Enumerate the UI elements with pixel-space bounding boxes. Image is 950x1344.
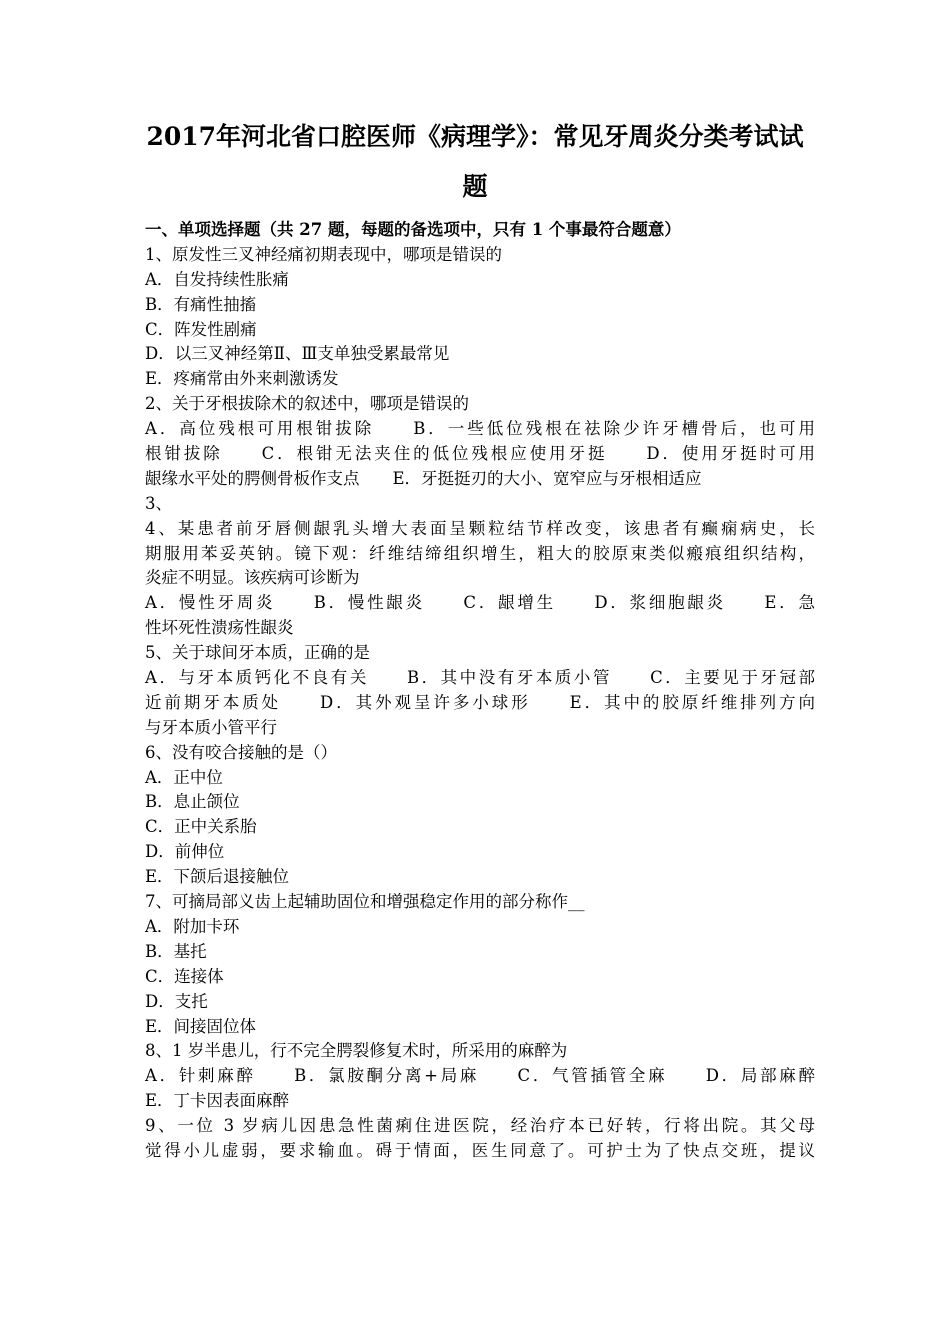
option-line: 龈缘水平处的腭侧骨板作支点 E．牙挺挺刃的大小、宽窄应与牙根相适应 [145,468,702,488]
option-line: 根钳拔除 C．根钳无法夹住的低位残根应使用牙挺 D．使用牙挺时可用 [145,444,815,464]
option-line: C．连接体 [145,966,224,986]
option-line: D．以三叉神经第Ⅱ、Ⅲ支单独受累最常见 [145,344,450,364]
question-3: 3、 [145,493,172,513]
question-7: 7、可摘局部义齿上起辅助固位和增强稳定作用的部分称作__ [145,892,585,912]
option-line: A．高位残根可用根钳拔除 B．一些低位残根在祛除少许牙槽骨后，也可用 [145,419,815,439]
question-8: 8、1 岁半患儿，行不完全腭裂修复术时，所采用的麻醉为 [145,1041,568,1061]
option-line: A．针刺麻醉 B．氯胺酮分离+局麻 C．气管插管全麻 D．局部麻醉 [145,1066,815,1086]
option-line: A．正中位 [145,767,223,787]
question-4-cont: 期服用苯妥英钠。镜下观：纤维结缔组织增生，粗大的胶原束类似瘢痕组织结构， [145,543,815,563]
option-line: A．与牙本质钙化不良有关 B．其中没有牙本质小管 C．主要见于牙冠部 [145,668,815,688]
option-line: B．息止颌位 [145,792,240,812]
question-9: 9、一位 3 岁病儿因患急性菌痢住进医院，经治疗本已好转，行将出院。其父母 [145,1116,815,1136]
document-body [145,218,815,1164]
option-line: D．前伸位 [145,842,225,862]
option-line: D．支托 [145,991,208,1011]
option-line: E．疼痛常由外来刺激诱发 [145,369,339,389]
question-4-cont: 炎症不明显。该疾病可诊断为 [145,568,360,588]
question-5: 5、关于球间牙本质，正确的是 [145,643,370,663]
question-2: 2、关于牙根拔除术的叙述中，哪项是错误的 [145,394,469,414]
question-6: 6、没有咬合接触的是（） [145,742,337,762]
question-1: 1、原发性三叉神经痛初期表现中，哪项是错误的 [145,244,502,264]
section-heading: 一、单项选择题（共 27 题，每题的备选项中，只有 1 个事最符合题意） [145,220,681,239]
option-line: E．丁卡因表面麻醉 [145,1091,290,1111]
option-line: 近前期牙本质处 D．其外观呈许多小球形 E．其中的胶原纤维排列方向 [145,692,815,712]
option-line: B．基托 [145,941,207,961]
title-line-2: 题 [462,172,488,201]
option-line: E．下颌后退接触位 [145,867,290,887]
option-line: 性坏死性溃疡性龈炎 [145,618,294,638]
document-title [120,112,830,212]
option-line: A．自发持续性胀痛 [145,269,289,289]
question-9-cont: 觉得小儿虚弱，要求输血。碍于情面，医生同意了。可护士为了快点交班，提议 [145,1140,815,1160]
option-line: 与牙本质小管平行 [145,717,277,737]
option-line: B．有痛性抽搐 [145,294,257,314]
option-line: A．附加卡环 [145,916,240,936]
option-line: A．慢性牙周炎 B．慢性龈炎 C．龈增生 D．浆细胞龈炎 E．急 [145,593,815,613]
question-4: 4、某患者前牙唇侧龈乳头增大表面呈颗粒结节样改变，该患者有癫痫病史，长 [145,518,815,538]
option-line: C．正中关系胎 [145,817,257,837]
option-line: C．阵发性剧痛 [145,319,257,339]
title-line-1: 2017年河北省口腔医师《病理学》：常见牙周炎分类考试试 [146,122,804,151]
option-line: E．间接固位体 [145,1016,257,1036]
